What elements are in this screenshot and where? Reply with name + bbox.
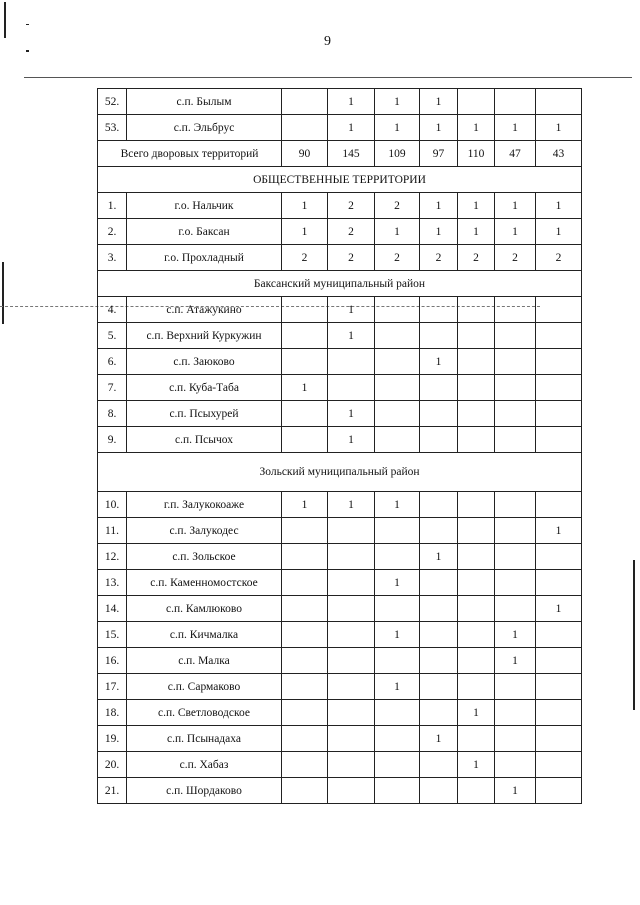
row-number: 21. [98,778,127,804]
table-row [98,596,582,622]
year-value-cell: 1 [282,375,328,401]
year-value-cell [282,570,328,596]
year-value-cell [282,89,328,115]
year-value-cell [282,518,328,544]
year-value-cell: 1 [420,193,458,219]
settlement-name: с.п. Зольское [127,544,282,570]
year-value-cell [536,427,582,453]
table-row [98,115,582,141]
year-value-cell [375,648,420,674]
row-number: 12. [98,544,127,570]
year-value-cell [458,726,495,752]
year-value-cell [495,674,536,700]
year-value-cell [495,726,536,752]
row-number: 7. [98,375,127,401]
year-value-cell [328,700,375,726]
year-value-cell [495,89,536,115]
year-value-cell [536,752,582,778]
year-value-cell: 90 [282,141,328,167]
settlement-name: с.п. Эльбрус [127,115,282,141]
table-row [98,245,582,271]
year-value-cell [375,596,420,622]
year-value-cell [536,349,582,375]
year-value-cell [458,648,495,674]
year-value-cell: 1 [495,778,536,804]
year-value-cell: 1 [495,193,536,219]
year-value-cell: 1 [375,115,420,141]
settlement-name: с.п. Сармаково [127,674,282,700]
row-number: 4. [98,297,127,323]
year-value-cell [375,544,420,570]
table-row [98,674,582,700]
table-row [98,622,582,648]
settlement-name: с.п. Куба-Таба [127,375,282,401]
row-number: 1. [98,193,127,219]
section-header: Зольский муниципальный район [98,453,582,492]
year-value-cell: 145 [328,141,375,167]
year-value-cell [495,401,536,427]
year-value-cell: 1 [328,115,375,141]
year-value-cell [536,674,582,700]
year-value-cell [282,115,328,141]
year-value-cell [282,700,328,726]
year-value-cell: 1 [420,726,458,752]
year-value-cell: 1 [328,89,375,115]
year-value-cell [458,596,495,622]
year-value-cell: 1 [375,219,420,245]
year-value-cell: 2 [328,219,375,245]
year-value-cell [458,544,495,570]
settlement-name: с.п. Шордаково [127,778,282,804]
section-row [98,453,582,492]
year-value-cell [420,297,458,323]
row-number: 2. [98,219,127,245]
year-value-cell: 1 [495,219,536,245]
year-value-cell [328,570,375,596]
scan-mark-dot-2 [26,50,29,52]
year-value-cell [282,648,328,674]
settlement-name: с.п. Псычох [127,427,282,453]
year-value-cell [420,596,458,622]
year-value-cell [420,622,458,648]
year-value-cell [458,349,495,375]
year-value-cell: 1 [375,89,420,115]
year-value-cell [282,674,328,700]
year-value-cell: 1 [458,115,495,141]
year-value-cell [536,492,582,518]
year-value-cell [495,544,536,570]
year-value-cell [420,778,458,804]
settlement-name: с.п. Камлюково [127,596,282,622]
year-value-cell [420,492,458,518]
row-number: 10. [98,492,127,518]
year-value-cell [375,297,420,323]
year-value-cell [536,648,582,674]
year-value-cell [420,427,458,453]
year-value-cell: 1 [375,674,420,700]
row-number: 11. [98,518,127,544]
year-value-cell [420,401,458,427]
year-value-cell: 97 [420,141,458,167]
row-number: 53. [98,115,127,141]
settlement-name: г.о. Баксан [127,219,282,245]
year-value-cell [375,778,420,804]
year-value-cell [328,752,375,778]
year-value-cell: 1 [458,700,495,726]
row-number: 6. [98,349,127,375]
year-value-cell [282,349,328,375]
year-value-cell: 1 [282,219,328,245]
year-value-cell: 1 [536,193,582,219]
year-value-cell: 2 [375,193,420,219]
year-value-cell: 1 [420,89,458,115]
year-value-cell: 1 [536,518,582,544]
year-value-cell: 1 [282,492,328,518]
row-number: 52. [98,89,127,115]
year-value-cell [458,778,495,804]
year-value-cell: 1 [536,219,582,245]
page-number: 9 [324,34,331,49]
year-value-cell: 1 [420,115,458,141]
year-value-cell [282,323,328,349]
table-row [98,492,582,518]
row-number: 5. [98,323,127,349]
year-value-cell [458,518,495,544]
year-value-cell [420,323,458,349]
table-row [98,778,582,804]
page-divider [24,77,632,78]
year-value-cell: 1 [495,115,536,141]
table-row [98,349,582,375]
year-value-cell [420,648,458,674]
scan-mark-top [4,2,6,38]
table-row [98,323,582,349]
settlement-name: г.о. Нальчик [127,193,282,219]
row-number: 3. [98,245,127,271]
year-value-cell: 2 [328,193,375,219]
year-value-cell [375,752,420,778]
year-value-cell [495,297,536,323]
year-value-cell [282,726,328,752]
year-value-cell [495,700,536,726]
settlement-name: с.п. Малка [127,648,282,674]
year-value-cell [536,375,582,401]
year-value-cell: 2 [536,245,582,271]
year-value-cell [495,596,536,622]
section-row [98,271,582,297]
year-value-cell [328,726,375,752]
table-row [98,700,582,726]
year-value-cell: 110 [458,141,495,167]
row-number: 8. [98,401,127,427]
year-value-cell [282,596,328,622]
settlement-name: с.п. Каменномостское [127,570,282,596]
year-value-cell: 1 [495,648,536,674]
year-value-cell: 1 [536,115,582,141]
year-value-cell [282,778,328,804]
year-value-cell [282,427,328,453]
year-value-cell [282,752,328,778]
year-value-cell: 2 [420,245,458,271]
table-row [98,297,582,323]
year-value-cell [282,401,328,427]
year-value-cell [420,752,458,778]
table-row [98,401,582,427]
row-number: 14. [98,596,127,622]
year-value-cell [495,492,536,518]
year-value-cell: 2 [495,245,536,271]
year-value-cell [458,89,495,115]
year-value-cell: 47 [495,141,536,167]
settlement-name: с.п. Заюково [127,349,282,375]
year-value-cell: 2 [328,245,375,271]
row-number: 9. [98,427,127,453]
section-header: Баксанский муниципальный район [98,271,582,297]
year-value-cell [495,323,536,349]
year-value-cell [458,492,495,518]
row-number: 16. [98,648,127,674]
year-value-cell [328,596,375,622]
row-number: 20. [98,752,127,778]
year-value-cell [536,89,582,115]
row-number: 19. [98,726,127,752]
year-value-cell [495,427,536,453]
table-row [98,427,582,453]
year-value-cell [458,297,495,323]
year-value-cell: 1 [375,570,420,596]
scan-mark-dot [26,24,29,25]
year-value-cell: 1 [458,752,495,778]
year-value-cell [420,570,458,596]
settlement-name: с.п. Хабаз [127,752,282,778]
year-value-cell: 1 [375,492,420,518]
row-number: 17. [98,674,127,700]
year-value-cell [328,349,375,375]
year-value-cell [375,323,420,349]
settlement-name: г.п. Залукокоаже [127,492,282,518]
year-value-cell [458,323,495,349]
year-value-cell: 1 [328,297,375,323]
year-value-cell: 1 [458,219,495,245]
table-row [98,570,582,596]
year-value-cell [375,375,420,401]
year-value-cell: 1 [536,596,582,622]
year-value-cell [328,544,375,570]
table-row [98,518,582,544]
table-row [98,752,582,778]
year-value-cell [328,622,375,648]
row-number: 15. [98,622,127,648]
table-row [98,648,582,674]
year-value-cell [420,700,458,726]
total-row [98,141,582,167]
year-value-cell [328,375,375,401]
year-value-cell [282,297,328,323]
year-value-cell [328,778,375,804]
year-value-cell [458,622,495,648]
year-value-cell [458,674,495,700]
year-value-cell [495,375,536,401]
year-value-cell [536,401,582,427]
table-row [98,375,582,401]
year-value-cell: 43 [536,141,582,167]
year-value-cell [375,518,420,544]
year-value-cell [375,700,420,726]
year-value-cell: 1 [328,427,375,453]
row-number: 13. [98,570,127,596]
year-value-cell: 1 [420,349,458,375]
year-value-cell [328,518,375,544]
table-row [98,193,582,219]
year-value-cell [495,570,536,596]
data-table [97,88,582,804]
year-value-cell: 1 [328,323,375,349]
total-label: Всего дворовых территорий [98,141,282,167]
year-value-cell [495,349,536,375]
year-value-cell [420,375,458,401]
year-value-cell [375,427,420,453]
year-value-cell [420,674,458,700]
year-value-cell: 1 [420,219,458,245]
year-value-cell [458,570,495,596]
scan-mark-right [633,560,635,710]
year-value-cell [458,427,495,453]
year-value-cell: 2 [375,245,420,271]
section-header: ОБЩЕСТВЕННЫЕ ТЕРРИТОРИИ [98,167,582,193]
settlement-name: с.п. Залукодес [127,518,282,544]
row-number: 18. [98,700,127,726]
year-value-cell [328,648,375,674]
year-value-cell [495,752,536,778]
year-value-cell [458,401,495,427]
year-value-cell [536,700,582,726]
settlement-name: г.о. Прохладный [127,245,282,271]
year-value-cell [536,570,582,596]
table-row [98,726,582,752]
year-value-cell: 1 [420,544,458,570]
year-value-cell: 1 [458,193,495,219]
year-value-cell [420,518,458,544]
settlement-name: с.п. Кичмалка [127,622,282,648]
year-value-cell [536,323,582,349]
year-value-cell: 1 [328,401,375,427]
year-value-cell: 1 [495,622,536,648]
year-value-cell [495,518,536,544]
year-value-cell: 1 [328,492,375,518]
year-value-cell [536,622,582,648]
year-value-cell: 109 [375,141,420,167]
year-value-cell [375,726,420,752]
year-value-cell: 1 [282,193,328,219]
settlement-name: с.п. Псыхурей [127,401,282,427]
year-value-cell [536,544,582,570]
year-value-cell [328,674,375,700]
settlement-name: с.п. Псынадаха [127,726,282,752]
year-value-cell [375,349,420,375]
year-value-cell: 2 [282,245,328,271]
table-row [98,219,582,245]
table-row [98,89,582,115]
year-value-cell: 1 [375,622,420,648]
year-value-cell [282,544,328,570]
year-value-cell: 2 [458,245,495,271]
section-row [98,167,582,193]
year-value-cell [458,375,495,401]
scan-mark-left [2,262,4,324]
year-value-cell [375,401,420,427]
table-row [98,544,582,570]
year-value-cell [536,778,582,804]
year-value-cell [282,622,328,648]
settlement-name: с.п. Атажукино [127,297,282,323]
year-value-cell [536,726,582,752]
year-value-cell [536,297,582,323]
settlement-name: с.п. Былым [127,89,282,115]
settlement-name: с.п. Верхний Куркужин [127,323,282,349]
settlement-name: с.п. Светловодское [127,700,282,726]
